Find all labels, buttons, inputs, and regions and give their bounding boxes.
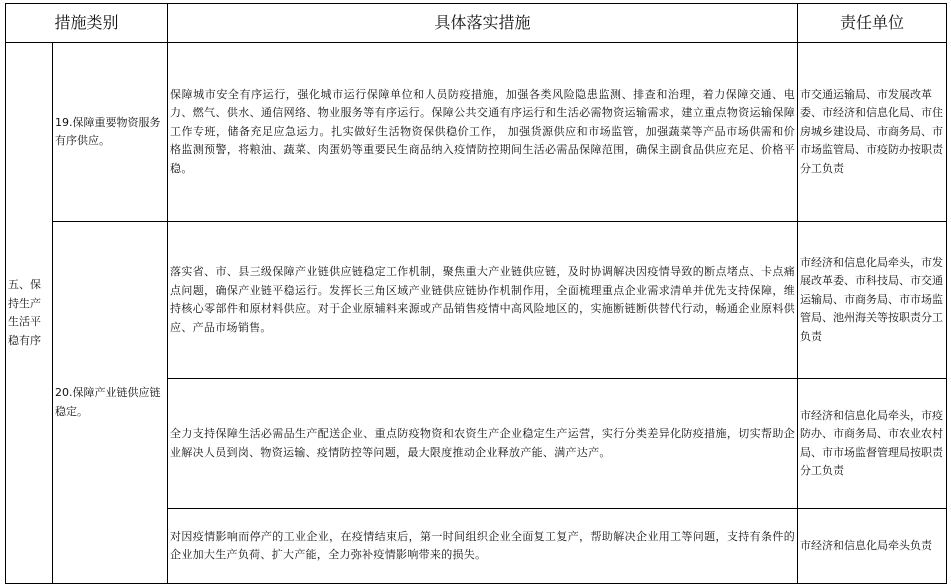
policy-table	[5, 3, 947, 584]
table-row	[6, 43, 947, 222]
measure-text: 全力支持保障生活必需品生产配送企业、重点防疫物资和农资生产企业稳定生产运营，实行分类差异化防疫措施，切实帮助企业解决人员到岗、物资运输、疫情防控等问题，最大限度推动企业释放产能、满产达产。	[168, 379, 798, 509]
header-measure: 具体落实措施	[168, 4, 798, 43]
header-category: 措施类别	[6, 4, 168, 43]
responsible-unit: 市交通运输局、市发展改革委、市经济和信息化局、市住房城乡建设局、市商务局、市市场监管局、市疫防办按职责分工负责	[798, 43, 947, 222]
minor-category-20: 20.保障产业链供应链稳定。	[53, 222, 168, 584]
major-category: 五、保持生产生活平稳有序	[6, 43, 53, 584]
header-unit: 责任单位	[798, 4, 947, 43]
measure-text: 对因疫情影响而停产的工业企业，在疫情结束后，第一时间组织企业全面复工复产，帮助解决企业用工等问题，支持有条件的企业加大生产负荷、扩大产能，全力弥补疫情影响带来的损失。	[168, 509, 798, 584]
responsible-unit: 市经济和信息化局牵头，市疫防办、市商务局、市农业农村局、市市场监督管理局按职责分工负责	[798, 379, 947, 509]
table-row	[6, 222, 947, 379]
responsible-unit: 市经济和信息化局牵头负责	[798, 509, 947, 584]
minor-category-19: 19.保障重要物资服务有序供应。	[53, 43, 168, 222]
measure-text: 保障城市安全有序运行，强化城市运行保障单位和人员防疫措施，加强各类风险隐患监测、排查和治理，着力保障交通、电力、燃气、供水、通信网络、物业服务等有序运行。保障公共交通有序运行和生活必需物资运输需求，建立重点物资运输保障工作专班，储备充足应急运力。扎实做好生活物资保供稳价工作， 加强货源供应和市场监管，加强蔬菜等产品市场供需和价格监测预警，将粮油、蔬菜、肉蛋奶等重要民生商品纳入疫情防控期间生活必需品保障范围，确保主副食品供应充足、价格平稳。	[168, 43, 798, 222]
responsible-unit: 市经济和信息化局牵头，市发展改革委、市科技局、市交通运输局、市商务局、市市场监管局、池州海关等按职责分工负责	[798, 222, 947, 379]
header-row	[6, 4, 947, 43]
measure-text: 落实省、市、县三级保障产业链供应链稳定工作机制，聚焦重大产业链供应链，及时协调解决因疫情导致的断点堵点、卡点痛点问题，确保产业链平稳运行。发挥长三角区域产业链供应链协作机制作用，全面梳理重点企业需求清单并优先支持保障，维持核心零部件和原材料供应。对于企业原辅料来源或产品销售疫情中高风险地区的，实施断链断供替代行动，畅通企业原料供应、产品市场销售。	[168, 222, 798, 379]
